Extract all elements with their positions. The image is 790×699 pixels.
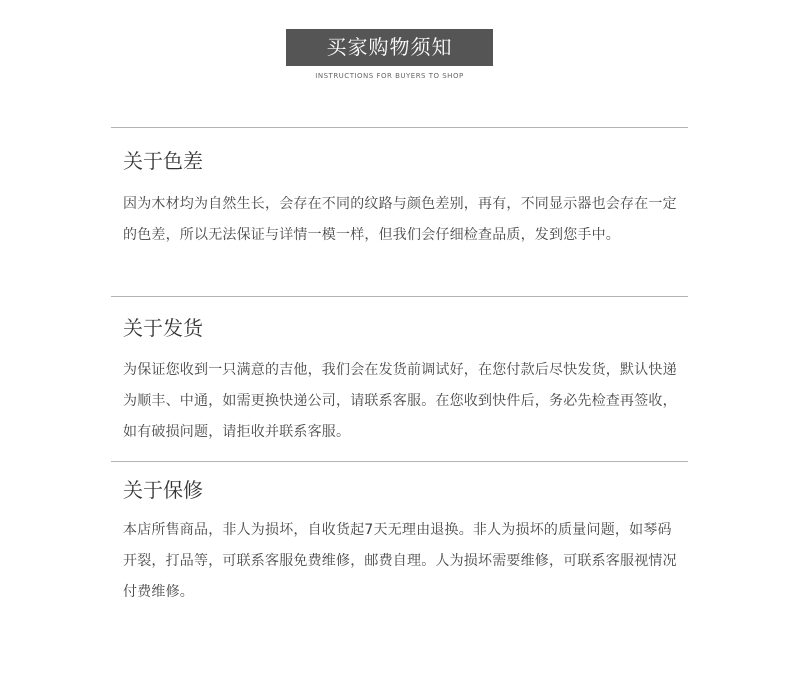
section-divider xyxy=(111,127,688,128)
section-divider xyxy=(111,296,688,297)
section-body-warranty: 本店所售商品，非人为损坏，自收货起7天无理由退换。非人为损坏的质量问题，如琴码开裂，打品等，可联系客服免费维修，邮费自理。人为损坏需要维修，可联系客服视情况付费维修。 xyxy=(123,522,677,600)
section-body-shipping: 为保证您收到一只满意的吉他，我们会在发货前调试好，在您付款后尽快发货，默认快递为顺丰、中通，如需更换快递公司，请联系客服。在您收到快件后，务必先检查再签收，如有破损问题，请拒收并联系客服。 xyxy=(123,362,677,440)
section-divider xyxy=(111,461,688,462)
page-subtitle: INSTRUCTIONS FOR BUYERS TO SHOP xyxy=(315,72,464,80)
section-heading-warranty: 关于保修 xyxy=(123,478,203,502)
section-heading-color-difference: 关于色差 xyxy=(123,149,203,173)
page-title: 买家购物须知 xyxy=(286,29,493,66)
section-body-color-difference: 因为木材均为自然生长，会存在不同的纹路与颜色差别，再有，不同显示器也会存在一定的色差，所以无法保证与详情一模一样，但我们会仔细检查品质，发到您手中。 xyxy=(123,196,677,243)
section-heading-shipping: 关于发货 xyxy=(123,316,203,340)
